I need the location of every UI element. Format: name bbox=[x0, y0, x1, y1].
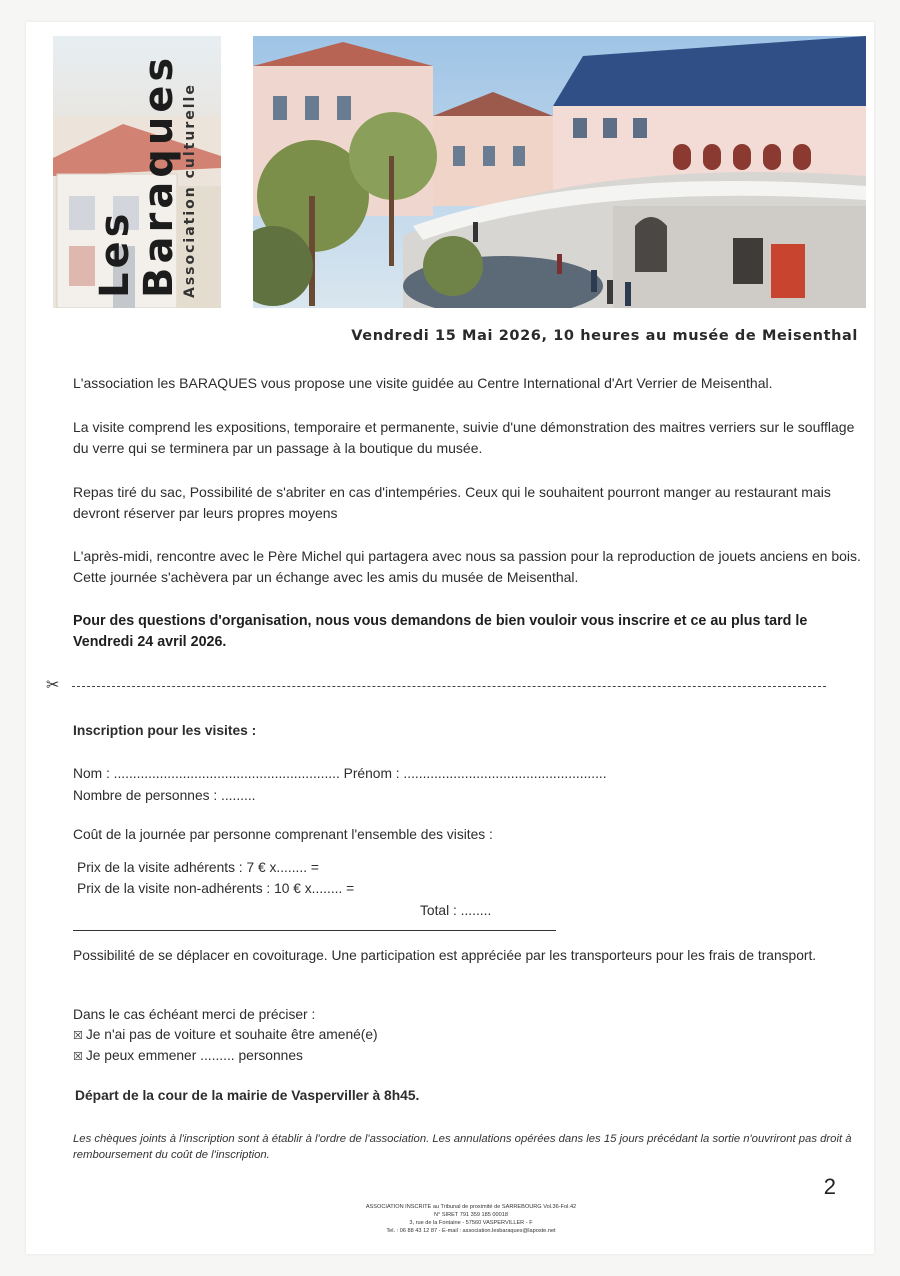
paragraph-afternoon: L'après-midi, rencontre avec le Père Michel qui partagera avec nous sa passion pour la reproduction de jouets anciens en bois. Cette journée s'achèvera par un échange avec les amis du musée de Meisenthal. bbox=[73, 548, 861, 585]
museum-photo-illustration bbox=[253, 36, 866, 308]
logo-subtitle: Association culturelle bbox=[182, 83, 198, 298]
scissors-icon: ✂ bbox=[46, 677, 60, 694]
paragraph-meal: Repas tiré du sac, Possibilité de s'abriter en cas d'intempéries. Ceux qui le souhaitent pourront manger au restaurant mais devront réserver par leurs propres moyens bbox=[73, 484, 831, 521]
footer-line-1: ASSOCIATION INSCRITE au Tribunal de proximité de SARREBOURG Vol.36-Fol.42 bbox=[365, 1204, 577, 1210]
footer-line-4: Tel. : 06 88 43 12 87 - E-mail : association.lesbaraques@laposte.net bbox=[386, 1228, 556, 1234]
museum-photo bbox=[253, 36, 866, 308]
page-number: 2 bbox=[823, 1174, 836, 1199]
logo-baraques: Baraques bbox=[136, 53, 182, 298]
paragraph-intro: L'association les BARAQUES vous propose une visite guidée au Centre International d'Art Verrier de Meisenthal. bbox=[73, 375, 773, 391]
option-need-ride-label: Je n'ai pas de voiture et souhaite être amené(e) bbox=[85, 1027, 378, 1042]
checkbox-icon[interactable]: ☒ bbox=[73, 1030, 83, 1042]
logo-les: Les bbox=[92, 209, 138, 298]
option-need-ride[interactable] bbox=[73, 1027, 378, 1042]
paragraph-visit: La visite comprend les expositions, temporaire et permanente, suivie d'une démonstration des maitres verriers sur le soufflage du verre qui se terminera par un passage à la boutique du musée. bbox=[73, 419, 855, 456]
footer-line-3: 3, rue de la Fontaine - 57560 VASPERVILLER - F bbox=[409, 1220, 533, 1226]
event-date-line: Vendredi 15 Mai 2026, 10 heures au musée de Meisenthal bbox=[351, 328, 858, 344]
logo bbox=[53, 36, 221, 308]
cheques-notice: Les chèques joints à l'inscription sont à établir à l'ordre de l'association. Les annulations opérées dans les 15 jours précédant la sortie n'ouvriront pas droit à remboursement du coût de l'inscription. bbox=[73, 1133, 852, 1161]
option-can-drive-label: Je peux emmener ......... personnes bbox=[85, 1048, 303, 1063]
departure-info: Départ de la cour de la mairie de Vasperviller à 8h45. bbox=[75, 1088, 420, 1103]
people-count-field[interactable]: Nombre de personnes : ......... bbox=[73, 788, 256, 803]
section-divider bbox=[73, 930, 556, 931]
cost-heading: Coût de la journée par personne comprenant l'ensemble des visites : bbox=[73, 827, 493, 842]
option-can-drive[interactable] bbox=[73, 1048, 303, 1063]
paragraph-registration-deadline: Pour des questions d'organisation, nous vous demandons de bien vouloir vous inscrire et ce au plus tard le Vendredi 24 avril 2026. bbox=[73, 613, 808, 650]
footer-line-2: N° SIRET 791 359 185 00018 bbox=[434, 1212, 508, 1218]
registration-title: Inscription pour les visites : bbox=[73, 723, 257, 738]
cut-line bbox=[46, 678, 826, 692]
specify-text: Dans le cas échéant merci de préciser : bbox=[73, 1007, 316, 1022]
logo-wordmark bbox=[93, 36, 199, 298]
carpool-text: Possibilité de se déplacer en covoiturage. Une participation est appréciée par les transporteurs pour les frais de transport. bbox=[73, 948, 817, 963]
document-page bbox=[26, 22, 874, 1254]
price-non-members-line[interactable]: Prix de la visite non-adhérents : 10 € x........ = bbox=[77, 881, 355, 896]
footer bbox=[276, 1203, 666, 1235]
name-field-line[interactable]: Nom : ........................................................... Prénom : ..................................................... bbox=[73, 766, 607, 781]
price-members-line[interactable]: Prix de la visite adhérents : 7 € x........ = bbox=[77, 860, 319, 875]
total-field[interactable]: Total : ........ bbox=[420, 903, 492, 918]
checkbox-icon[interactable]: ☒ bbox=[73, 1051, 83, 1063]
dashed-divider bbox=[72, 686, 826, 687]
